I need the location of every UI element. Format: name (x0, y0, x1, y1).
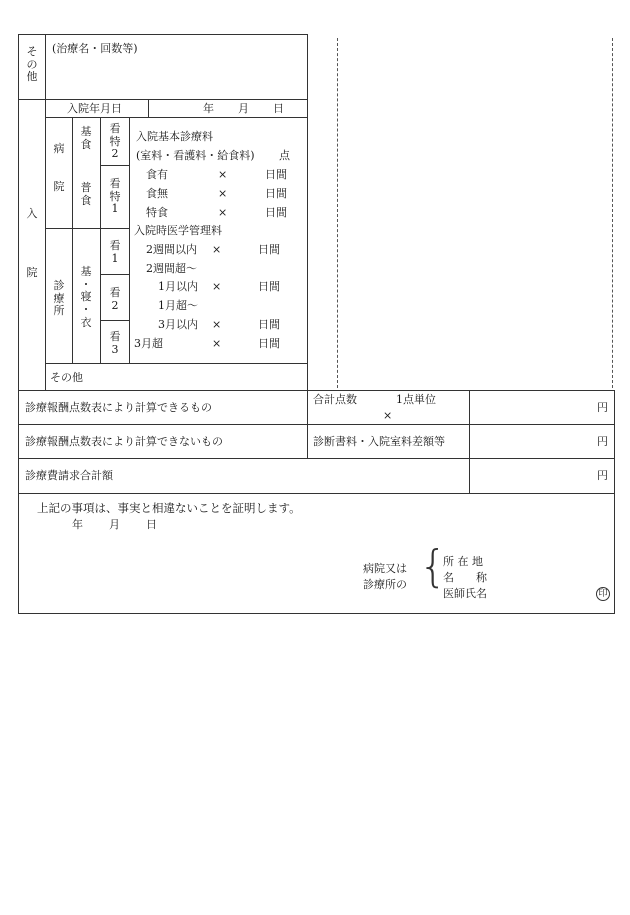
rule (18, 458, 614, 459)
rule (45, 117, 307, 118)
yen-unit: 円 (597, 401, 608, 414)
rule (100, 320, 129, 321)
rule (18, 99, 307, 100)
meal-row-unit: 日間 (265, 206, 287, 219)
basic-fee-sub: (室料・看護料・給食料) (136, 149, 255, 162)
rule (307, 34, 308, 459)
yen-unit: 円 (597, 435, 608, 448)
kishoku-label: 基 食 (80, 125, 92, 151)
grand-total-label: 診療費請求合計額 (25, 469, 113, 482)
nursing-special2-label: 看 特 2 (109, 122, 121, 161)
admission-year: 年 (203, 102, 214, 115)
meal-row-times: × (218, 168, 228, 181)
mgmt-row-label: 3月以内 (158, 318, 198, 331)
cert-year: 年 (72, 518, 83, 531)
nursing-special1-label: 看 特 1 (109, 177, 121, 216)
meal-row-label: 食有 (146, 168, 168, 181)
name-label: 名 称 (443, 571, 487, 584)
nursing1-label: 看 1 (109, 239, 121, 265)
rule (18, 493, 614, 494)
mgmt-row-unit: 日間 (258, 318, 280, 331)
other-section-label: そ の 他 (26, 45, 38, 84)
basic-fee-title: 入院基本診療料 (136, 130, 213, 143)
rule (614, 390, 615, 614)
rule (148, 99, 149, 117)
per-point-label: 1点単位 (396, 393, 436, 406)
mgmt-row-unit: 日間 (258, 280, 280, 293)
rule (45, 34, 46, 99)
cert-month: 月 (109, 518, 120, 531)
rule (18, 34, 19, 614)
certification-statement: 上記の事項は、事実と相違ないことを証明します。 (37, 501, 301, 515)
meal-row-times: × (218, 187, 228, 200)
rule (45, 228, 72, 229)
rule (18, 390, 614, 391)
management-title: 入院時医学管理料 (134, 224, 222, 237)
address-label: 所 在 地 (443, 555, 483, 568)
clinic-label: 診 療 所 (53, 279, 65, 318)
hospital-label: 病 院 (53, 142, 65, 193)
mgmt-row-label: 2週間超～ (146, 262, 197, 275)
admission-month: 月 (238, 102, 249, 115)
admission-day: 日 (273, 102, 284, 115)
brace-icon: { (419, 541, 447, 592)
rule (18, 613, 614, 614)
meal-row-unit: 日間 (265, 168, 287, 181)
calc-not-by-table-label: 診療報酬点数表により計算できないもの (25, 435, 223, 448)
nursing2-label: 看 2 (109, 286, 121, 312)
dashed-rule (337, 38, 338, 388)
hospitalization-label: 入 院 (26, 207, 38, 279)
rule (45, 363, 307, 364)
mgmt-row-label: 1月超～ (158, 299, 198, 312)
mgmt-row-label: 1月以内 (158, 280, 198, 293)
fushoku-label: 普 食 (80, 181, 92, 207)
points-unit: 点 (279, 149, 290, 162)
treatment-note: (治療名・回数等) (52, 42, 138, 55)
mgmt-row-times: × (212, 318, 222, 331)
mgmt-row-times: × (212, 243, 222, 256)
issuer-line1: 病院又は (363, 562, 407, 575)
meal-row-unit: 日間 (265, 187, 287, 200)
meal-row-label: 特食 (146, 206, 168, 219)
hospital-other-label: その他 (50, 371, 83, 384)
mgmt-row-unit: 日間 (258, 243, 280, 256)
dashed-rule (612, 38, 613, 388)
seal-icon: 印 (596, 587, 610, 601)
admission-date-label: 入院年月日 (67, 102, 122, 115)
mgmt-row-times: × (212, 280, 222, 293)
rule (18, 424, 614, 425)
calc-by-table-label: 診療報酬点数表により計算できるもの (25, 401, 212, 414)
times-sign: × (383, 409, 393, 422)
rule (18, 34, 307, 35)
rule (129, 117, 130, 363)
meal-row-label: 食無 (146, 187, 168, 200)
mgmt-row-times: × (212, 337, 222, 350)
mgmt-row-label: 2週間以内 (146, 243, 197, 256)
rule (45, 99, 46, 390)
doctor-name-label: 医師氏名 (443, 587, 487, 600)
basic-bed-clothing-label: 基 ・ 寝 ・ 衣 (80, 265, 92, 329)
rule (72, 117, 73, 363)
issuer-line2: 診療所の (363, 578, 407, 591)
yen-unit: 円 (597, 469, 608, 482)
cert-day: 日 (146, 518, 157, 531)
mgmt-row-unit: 日間 (258, 337, 280, 350)
mgmt-row-label: 3月超 (134, 337, 163, 350)
rule (100, 165, 129, 166)
nursing3-label: 看 3 (109, 330, 121, 356)
rule (100, 117, 101, 363)
rule (469, 458, 470, 493)
rule (469, 390, 470, 458)
rule (100, 274, 129, 275)
certificate-fee-label: 診断書料・入院室料差額等 (313, 435, 445, 448)
total-points-label: 合計点数 (313, 393, 357, 406)
meal-row-times: × (218, 206, 228, 219)
